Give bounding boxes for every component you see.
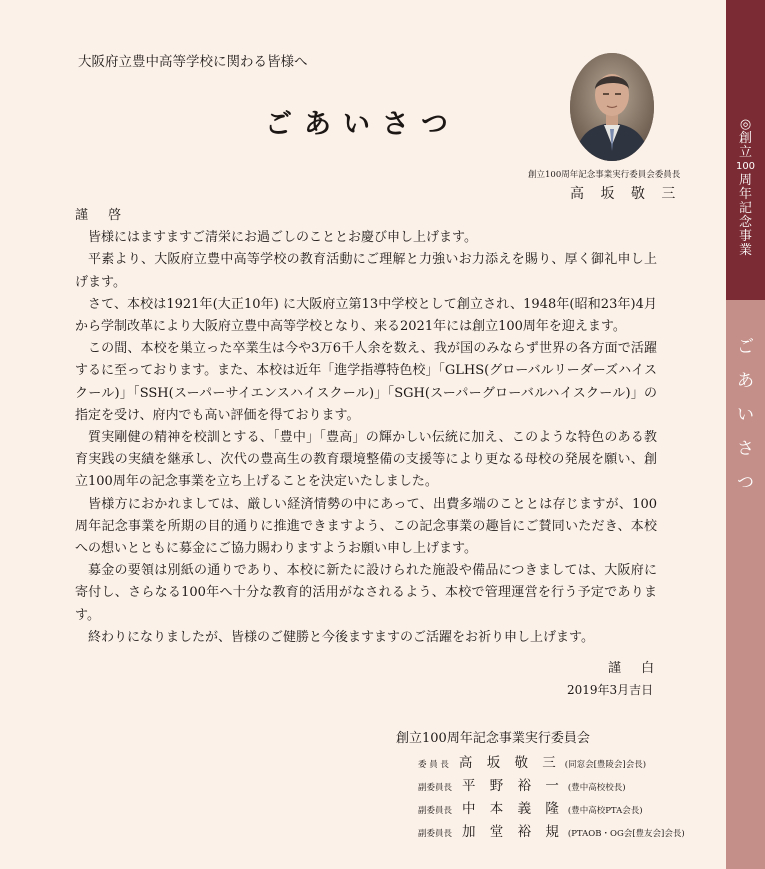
sidebar-char: ご (737, 337, 754, 357)
sidebar-char: あ (737, 371, 754, 391)
sidebar-char: 念 (738, 215, 752, 230)
committee-member (418, 751, 646, 771)
portrait-caption-role: 創立100周年記念事業実行委員会委員長 (528, 170, 681, 180)
sidebar-char: 業 (738, 243, 752, 258)
member-note: (豊中高校校長) (567, 783, 626, 793)
member-note: (同窓会[豊陵会]会長) (564, 760, 647, 770)
member-role: 副委員長 (418, 806, 453, 816)
paragraph-6: 皆様方におかれましては、厳しい経済情勢の中にあって、出費多端のこととは存じますが、100周年記念事業を所期の目的通りに推進できますよう、この記念事業の趣旨にご賛同いただき、本校への想いとともに募金にご協力賜わりますようお願い申し上げます。 (75, 496, 657, 557)
member-name: 平 野 裕 一 (462, 778, 564, 794)
sidebar-page-label (726, 300, 765, 869)
letter-body (75, 205, 657, 649)
committee-name: 創立100周年記念事業実行委員会 (396, 731, 590, 746)
sidebar-char: ◎ (739, 117, 752, 132)
sidebar-char: 創 (738, 131, 752, 146)
portrait-caption-name: 高 坂 敬 三 (570, 186, 682, 202)
paragraph-1: 皆様にはますますご清栄にお過ごしのこととお慶び申し上げます。 (88, 230, 477, 246)
paragraph-5: 質実剛健の精神を校訓とする、「豊中」「豊高」の輝かしい伝統に加え、このような特色のある教育実践の実績を継承し、次代の豊高生の教育環境整備の支援等により更なる母校の発展を願い、創立100周年の記念事業を立ち上げることを決定いたしました。 (75, 430, 657, 490)
member-note: (豊中高校PTA会長) (567, 806, 643, 816)
member-name: 高 坂 敬 三 (458, 755, 561, 771)
sidebar-char: い (737, 405, 754, 425)
addressee: 大阪府立豊中高等学校に関わる皆様へ (78, 54, 308, 70)
sidebar-vertical-subtitle (726, 330, 765, 500)
paragraph-4: この間、本校を巣立った卒業生は今や3万6千人余を数え、我が国のみならず世界の各方面で活躍するに至っております。また、本校は近年「進学指導特色校」「GLHS(グローバルリーダーズハイスクール)」「SSH(スーパーサイエンスハイスクール)」「SGH(スーパーグローバルハイスクール)」の指定を受け、府内でも高い評価を得ております。 (75, 341, 657, 423)
sidebar-char: つ (737, 473, 754, 493)
member-name: 加 堂 裕 規 (462, 824, 564, 840)
member-note: (PTAOB・OG会[豊友会]会長) (567, 829, 685, 839)
sidebar-section-label (726, 0, 765, 300)
sidebar-char: 周 (738, 173, 752, 188)
sidebar-vertical-title (726, 118, 765, 258)
paragraph-3: さて、本校は1921年(大正10年) に大阪府立第13中学校として創立され、1948年(昭和23年)4月から学制改革により大阪府立豊中高等学校となり、来る2021年には創立100周年を迎えます。 (75, 296, 657, 335)
sidebar-char: さ (737, 439, 754, 459)
member-role: 副委員長 (418, 829, 453, 839)
committee-member (418, 820, 685, 840)
closing-salutation: 謹 白 (608, 661, 663, 676)
sidebar-char: 年 (738, 187, 752, 202)
sidebar-char: 事 (738, 229, 752, 244)
opening-salutation: 謹 啓 (75, 208, 130, 223)
paragraph-8: 終わりになりましたが、皆様のご健勝と今後ますますのご活躍をお祈り申し上げます。 (88, 629, 594, 645)
letter-date: 2019年3月吉日 (567, 683, 654, 697)
chairman-portrait (570, 53, 654, 161)
member-role: 副委員長 (418, 783, 453, 793)
member-name: 中 本 義 隆 (462, 801, 564, 817)
sidebar-char: 100 (735, 161, 756, 172)
paragraph-2: 平素より、大阪府立豊中高等学校の教育活動にご理解と力強いお力添えを賜り、厚く御礼申し上げます。 (75, 252, 657, 290)
page-title: ごあいさつ (265, 109, 460, 140)
committee-member (418, 774, 626, 794)
sidebar-char: 立 (738, 145, 752, 160)
sidebar (726, 0, 765, 869)
member-role: 委 員 長 (418, 760, 449, 770)
sidebar-char: 記 (738, 201, 752, 216)
paragraph-7: 募金の要領は別紙の通りであり、本校に新たに設けられた施設や備品につきましては、大阪府に寄付し、さらなる100年へ十分な教育的活用がなされるよう、本校で管理運営を行う予定であります。 (75, 563, 657, 623)
committee-member (418, 797, 643, 817)
portrait-image (570, 53, 654, 161)
